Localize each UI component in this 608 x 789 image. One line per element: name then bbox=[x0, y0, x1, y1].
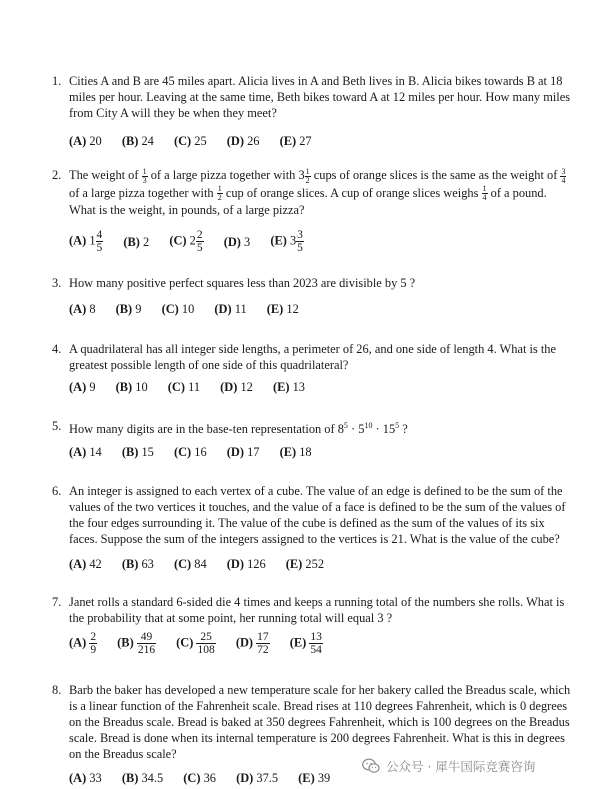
choice-c: (C) 10 bbox=[161, 302, 195, 317]
choice-e: (E) 12 bbox=[266, 302, 299, 317]
choice-b: (B) 9 bbox=[115, 302, 142, 317]
answer-choices bbox=[69, 300, 316, 317]
choice-a: (A) 9 bbox=[69, 380, 96, 395]
choice-a: (A) $\frac{2}{9}$ bbox=[69, 631, 97, 656]
answer-choices bbox=[69, 443, 329, 460]
fraction: $\frac{1}{2}$ bbox=[217, 184, 222, 203]
problem-text: How many digits are in the base-ten representation of $8^5 \cdot 5^{10} \cdot 15^5$ ? bbox=[69, 421, 408, 437]
choice-b: (B) 63 bbox=[121, 557, 154, 572]
choice-d: (D) 11 bbox=[214, 302, 247, 317]
choice-e: (E) 39 bbox=[298, 771, 331, 786]
wechat-icon bbox=[362, 758, 380, 774]
choice-a: (A) 14 bbox=[69, 445, 102, 460]
answer-choices bbox=[69, 229, 321, 254]
problem-number: 5. bbox=[52, 419, 62, 433]
choice-e: (E) 252 bbox=[285, 557, 325, 572]
choice-e: (E) 18 bbox=[279, 445, 312, 460]
fraction: $\frac{3}{4}$ bbox=[561, 166, 566, 185]
problem-7 bbox=[52, 594, 572, 656]
choice-d: (D) 3 bbox=[223, 234, 251, 249]
choice-d: (D) 37.5 bbox=[236, 771, 279, 786]
problem-6 bbox=[52, 483, 572, 572]
problem-text: Janet rolls a standard 6-sided die 4 times and keeps a running total of the numbers she rolls. What is the probability that at some point, her running total will equal 3 ? bbox=[69, 595, 565, 625]
problem-number: 3. bbox=[52, 276, 62, 290]
problem-1 bbox=[52, 73, 572, 149]
problem-number: 8. bbox=[52, 683, 62, 697]
problem-number: 1. bbox=[52, 74, 62, 88]
fraction: $\frac{1}{2}$ bbox=[305, 166, 310, 185]
choice-b: (B) 2 bbox=[123, 234, 150, 249]
answer-choices bbox=[69, 631, 340, 656]
problem-5 bbox=[52, 418, 572, 460]
choice-c: (C) $\frac{25}{108}$ bbox=[176, 631, 215, 656]
problem-text: An integer is assigned to each vertex of a cube. The value of an edge is defined to be the sum of the values of the two vertices it touches, and the value of a face is defined to be the sum of the values of the four edges surrounding it. The value of the cube is defined as the sum of the values of its six faces. Suppose the sum of the integers assigned to the vertices is 21. What is the value of the cube? bbox=[69, 484, 566, 546]
choice-c: (C) 84 bbox=[173, 557, 207, 572]
choice-b: (B) 10 bbox=[115, 380, 148, 395]
problem-text: How many positive perfect squares less than 2023 are divisible by 5 ? bbox=[69, 276, 416, 290]
choice-b: (B) 24 bbox=[121, 134, 154, 149]
choice-d: (D) 26 bbox=[226, 134, 260, 149]
answer-choices bbox=[69, 769, 347, 786]
choice-a: (A) 42 bbox=[69, 557, 102, 572]
answer-choices bbox=[69, 132, 329, 149]
choice-a: (A) 8 bbox=[69, 302, 96, 317]
problem-text: Cities A and B are 45 miles apart. Alicia lives in A and Beth lives in B. Alicia bikes towards B at 18 miles per hour. Leaving at the same time, Beth bikes toward A at 12 miles per hour. How many miles from City A will they be when they meet? bbox=[69, 74, 571, 120]
choice-d: (D) 12 bbox=[220, 380, 253, 395]
choice-a: (A) 33 bbox=[69, 771, 102, 786]
choice-a: (A) 1 $\frac{4}{5}$ bbox=[69, 229, 103, 254]
choice-b: (B) 34.5 bbox=[121, 771, 164, 786]
choice-e: (E) $\frac{13}{54}$ bbox=[289, 631, 322, 656]
problem-number: 7. bbox=[52, 595, 62, 609]
problem-number: 6. bbox=[52, 484, 62, 498]
problem-4 bbox=[52, 341, 572, 395]
choice-e: (E) 13 bbox=[272, 380, 305, 395]
watermark bbox=[362, 757, 535, 775]
choice-e: (E) 3 $\frac{3}{5}$ bbox=[270, 229, 303, 254]
choice-c: (C) 2 $\frac{2}{5}$ bbox=[169, 229, 203, 254]
problem-number: 4. bbox=[52, 342, 62, 356]
fraction: $\frac{1}{4}$ bbox=[482, 184, 487, 203]
choice-b: (B) 15 bbox=[121, 445, 154, 460]
problem-number: 2. bbox=[52, 168, 62, 182]
choice-d: (D) $\frac{17}{72}$ bbox=[235, 631, 269, 656]
answer-choices bbox=[69, 555, 341, 572]
choice-c: (C) 36 bbox=[183, 771, 216, 786]
choice-c: (C) 25 bbox=[173, 134, 207, 149]
choice-b: (B) $\frac{49}{216}$ bbox=[117, 631, 156, 656]
problem-2 bbox=[52, 166, 572, 254]
watermark-text: 公众号 · 犀牛国际竞赛咨询 bbox=[386, 759, 536, 774]
choice-e: (E) 27 bbox=[279, 134, 312, 149]
choice-d: (D) 17 bbox=[226, 445, 260, 460]
choice-c: (C) 16 bbox=[173, 445, 207, 460]
fraction: $\frac{1}{3}$ bbox=[142, 166, 147, 185]
problem-text: The weight of $\frac{1}{3}$ of a large pizza together with 3 $\frac{1}{2}$ cups of orange slices is the same as the weight of $\frac{3}{4}$ of a large pizza together with $\frac{1}{2}$ cup of orange slices. A cup of orange slices weighs $\frac{1}{4}$ of a pound. What is the weight, in pounds, of a large pizza? bbox=[69, 166, 566, 218]
problem-text: A quadrilateral has all integer side lengths, a perimeter of 26, and one side of length 4. What is the greatest possible length of one side of this quadrilateral? bbox=[69, 342, 556, 372]
choice-a: (A) 20 bbox=[69, 134, 102, 149]
choice-d: (D) 126 bbox=[226, 557, 266, 572]
choice-c: (C) 11 bbox=[167, 380, 201, 395]
answer-choices bbox=[69, 378, 322, 395]
problem-3 bbox=[52, 275, 572, 317]
problem-text: Barb the baker has developed a new temperature scale for her bakery called the Breadus scale, which is a linear function of the Fahrenheit scale. Bread rises at 110 degrees Fahrenheit, which is 0 degrees on the Breadus scale. Bread is baked at 350 degrees Fahrenheit, which is 100 degrees on the Breadus scale. Bread is done when its internal temperature is 200 degrees Fahrenheit. What is this in degrees on the Breadus scale? bbox=[69, 683, 571, 761]
